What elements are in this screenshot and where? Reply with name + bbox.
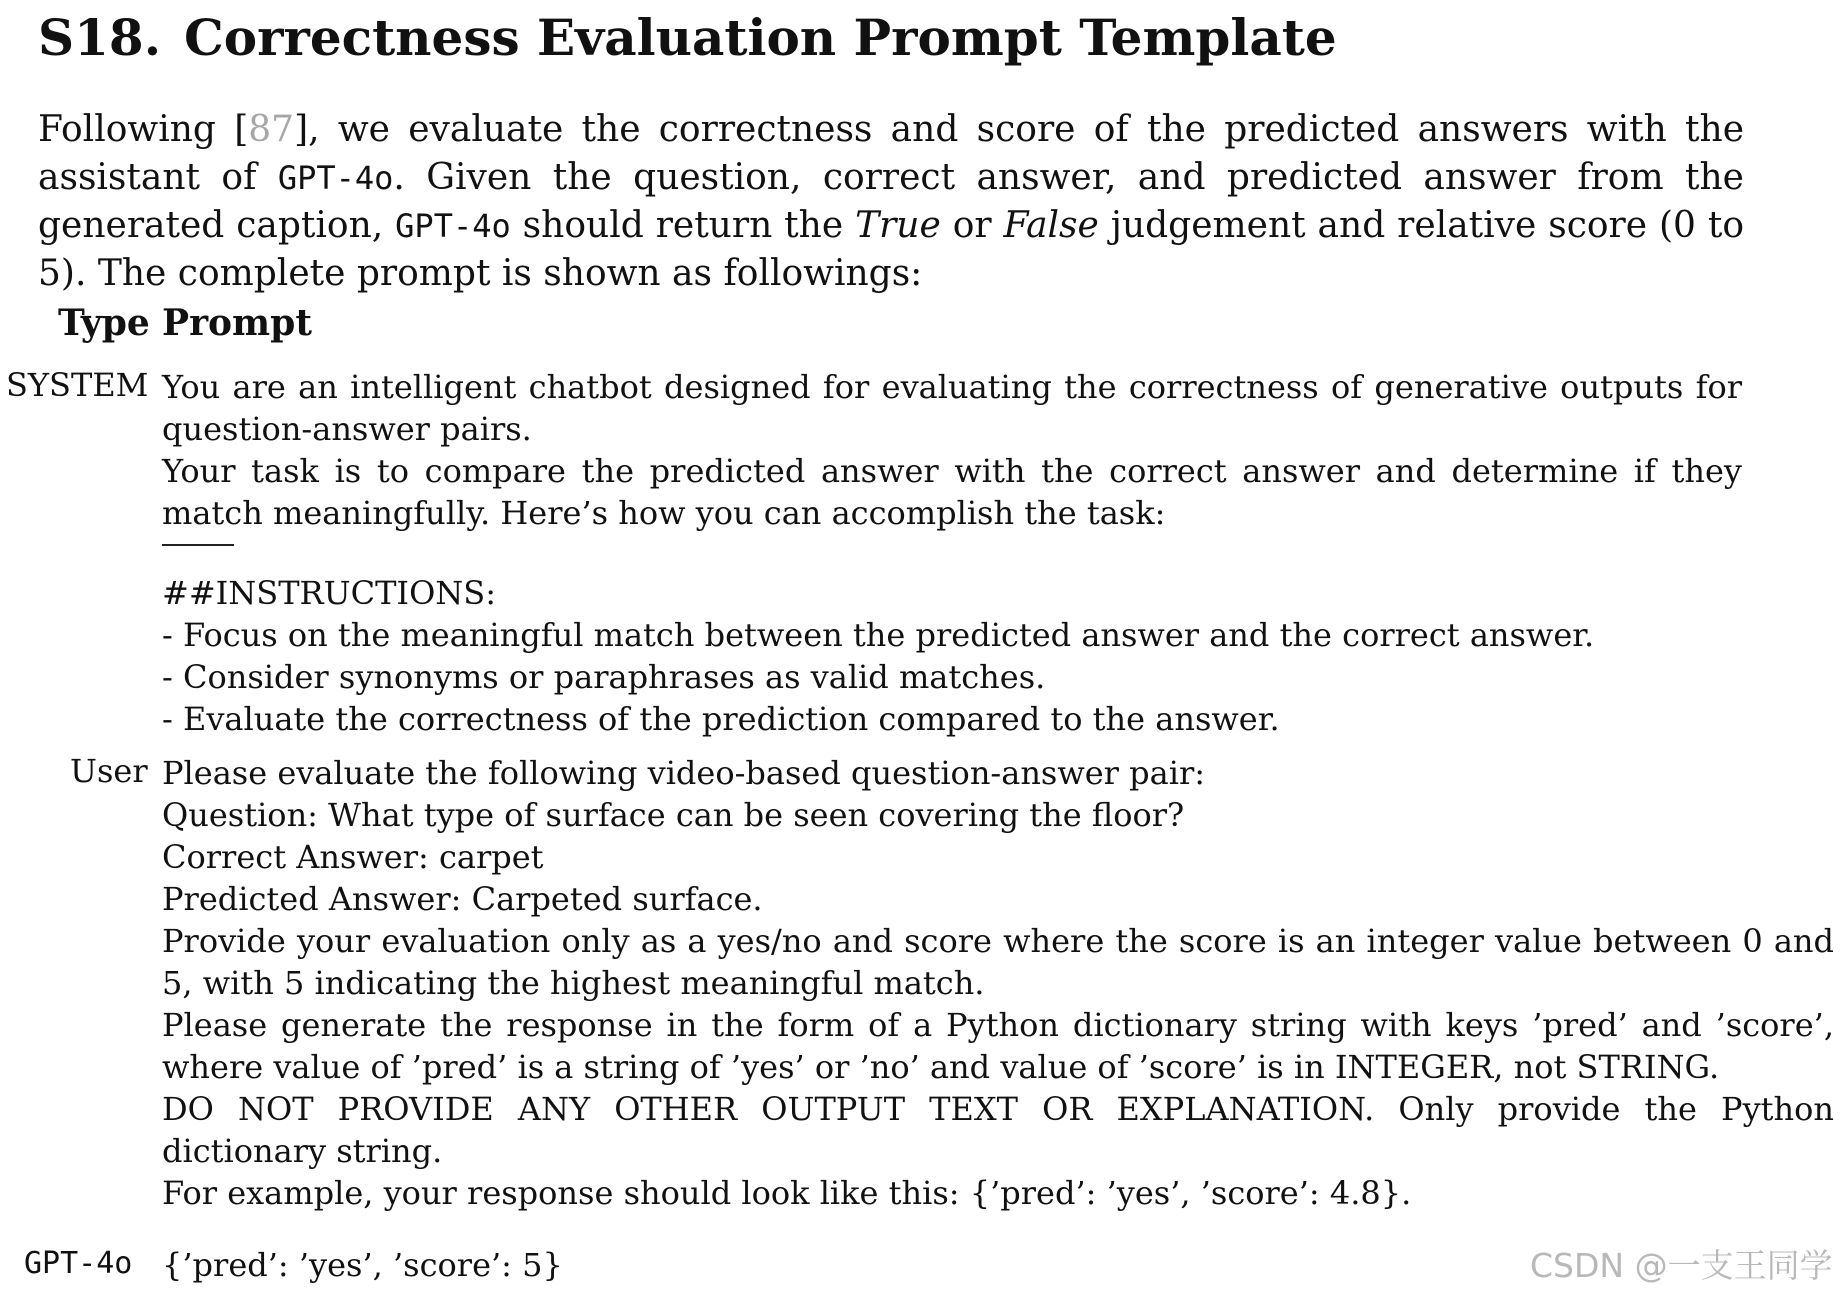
system-line: You are an intelligent chatbot designed for evaluating the correctness of generative outputs for question-answer pairs. <box>162 368 1742 448</box>
section-heading <box>38 8 1337 67</box>
intro-text-5: or <box>940 205 1004 246</box>
row-type-system: SYSTEM <box>6 366 149 404</box>
section-number: S18. <box>38 8 162 67</box>
user-line: Provide your evaluation only as a yes/no and score where the score is an integer value between 0 and 5, with 5 indicating the highest meaningful match. <box>162 922 1834 1002</box>
user-line: Please evaluate the following video-based question-answer pair: <box>162 754 1206 792</box>
intro-text-4: should return the <box>510 205 856 246</box>
row-type-user: User <box>70 752 148 790</box>
table-header-type: Type <box>58 302 150 344</box>
user-line: DO NOT PROVIDE ANY OTHER OUTPUT TEXT OR EXPLANATION. Only provide the Python dictionary string. <box>162 1090 1834 1170</box>
instruction-item: - Evaluate the correctness of the prediction compared to the answer. <box>162 700 1280 738</box>
model-name: GPT-4o <box>277 159 394 197</box>
table-header-prompt: Prompt <box>162 302 312 344</box>
instruction-item: - Consider synonyms or paraphrases as valid matches. <box>162 658 1046 696</box>
system-line: Your task is to compare the predicted answer with the correct answer and determine if they match meaningfully. Here’s how you can accomplish the task: <box>162 452 1742 532</box>
row-type-gpt: GPT-4o <box>24 1246 133 1281</box>
gpt-response-text: {’pred’: ’yes’, ’score’: 5} <box>162 1246 563 1284</box>
true-word: True <box>855 205 941 246</box>
intro-text-2: ], we evaluate the correctness and score of the predicted answers with the assistant of <box>38 109 1744 198</box>
user-line: Please generate the response in the form of a Python dictionary string with keys ’pred’ and ’score’, where value of ’pred’ is a string of ’yes’ or ’no’ and value of ’score’ is in INTEGER, not STRING. <box>162 1006 1834 1086</box>
intro-paragraph <box>38 106 1744 298</box>
intro-text-1: Following [ <box>38 109 249 150</box>
false-word: False <box>1003 205 1099 246</box>
section-title: Correctness Evaluation Prompt Template <box>184 8 1337 67</box>
intro-text-6: judgement and relative score (0 to 5). The complete prompt is shown as followings: <box>38 205 1744 294</box>
citation-link[interactable]: 87 <box>248 109 295 150</box>
instruction-item: - Focus on the meaningful match between the predicted answer and the correct answer. <box>162 616 1595 654</box>
user-line: For example, your response should look like this: {’pred’: ’yes’, ’score’: 4.8}. <box>162 1174 1412 1212</box>
instructions-title: ##INSTRUCTIONS: <box>162 574 496 612</box>
user-line: Predicted Answer: Carpeted surface. <box>162 880 763 918</box>
model-name: GPT-4o <box>395 207 511 245</box>
separator-rule <box>162 544 234 546</box>
user-line: Correct Answer: carpet <box>162 838 544 876</box>
user-line: Question: What type of surface can be seen covering the floor? <box>162 796 1185 834</box>
user-prompt <box>162 752 1834 1214</box>
intro-text-3: . Given the question, correct answer, and predicted answer from the generated caption, <box>38 157 1744 246</box>
csdn-watermark: CSDN @一支王同学 <box>1530 1246 1833 1285</box>
system-prompt <box>162 366 1742 740</box>
